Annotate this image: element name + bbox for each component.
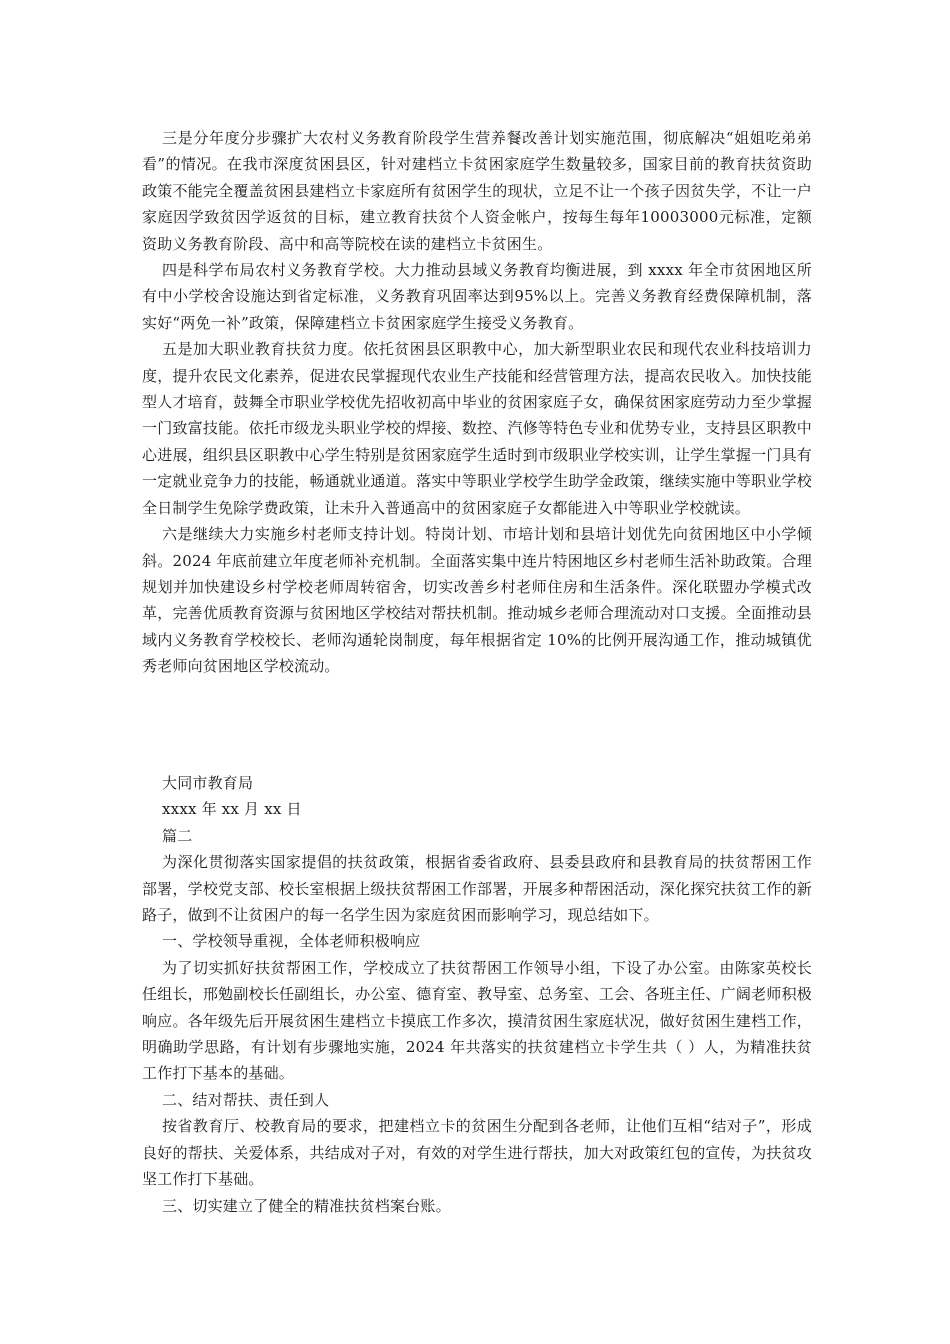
heading-pairing: 二、结对帮扶、责任到人 [162,1090,330,1109]
issuer-name: 大同市教育局 [162,774,254,792]
heading-leadership: 一、学校领导重视，全体老师积极响应 [162,932,421,951]
paragraph-nutrition-plan: 三是分年度分步骤扩大农村义务教育阶段学生营养餐改善计划实施范围，彻底解决“姐姐吃弟弟看”的情况。在我市深度贫困县区，针对建档立卡贫困家庭学生数量较多，国家目前的教育扶贫资助政策不能完全覆盖贫困县建档立卡家庭所有贫困学生的现状，立足不让一个孩子因贫失学，不让一户家庭因学致贫因学返贫的目标，建立教育扶贫个人资金帐户，按每生每年10003000元标准，定额资助义务教育阶段、高中和高等院校在读的建档立卡贫困生。 [142,129,812,253]
paragraph-introduction: 为深化贯彻落实国家提倡的扶贫政策，根据省委省政府、县委县政府和县教育局的扶贫帮困工作部署，学校党支部、校长室根据上级扶贫帮困工作部署，开展多种帮困活动，深化探究扶贫工作的新路子，做到不让贫困户的每一名学生因为家庭贫困而影响学习，现总结如下。 [142,853,812,925]
paragraph-pairing: 按省教育厅、校教育局的要求，把建档立卡的贫困生分配到各老师，让他们互相“结对子”，形成良好的帮扶、关爱体系，共结成对子对，有效的对学生进行帮扶，加大对政策红包的宣传，为扶贫攻坚工作打下基础。 [142,1117,812,1189]
part-heading: 篇二 [162,826,193,845]
paragraph-leadership: 为了切实抓好扶贫帮困工作，学校成立了扶贫帮困工作领导小组，下设了办公室。由陈家英校长任组长，邢勉副校长任副组长，办公室、德育室、教导室、总务室、工会、各班主任、广阔老师积极响应。各年级先后开展贫困生建档立卡摸底工作多次，摸清贫困生家庭状况，做好贫困生建档工作，明确助学思路，有计划有步骤地实施，2024 年共落实的扶贫建档立卡学生共（ ）人，为精准扶贫工作打下基本的基础。 [142,958,812,1083]
section-part-two [142,770,812,1219]
issue-date: xxxx 年 xx 月 xx 日 [162,800,302,819]
document-page [142,0,812,1344]
heading-archives: 三、切实建立了健全的精准扶贫档案台账。 [162,1196,451,1215]
paragraph-rural-schools: 四是科学布局农村义务教育学校。大力推动县域义务教育均衡进展，到 xxxx 年全市贫困地区所有中小学校舍设施达到省定标准，义务教育巩固率达到95%以上。完善义务教育经费保障机制，落实好“两免一补”政策，保障建档立卡贫困家庭学生接受义务教育。 [142,261,812,332]
paragraph-vocational-education: 五是加大职业教育扶贫力度。依托贫困县区职教中心，加大新型职业农民和现代农业科技培训力度，提升农民文化素养，促进农民掌握现代农业生产技能和经营管理方法，提高农民收入。加快技能型人才培育，鼓舞全市职业学校优先招收初高中毕业的贫困家庭子女，确保贫困家庭劳动力至少掌握一门致富技能。依托市级龙头职业学校的焊接、数控、汽修等特色专业和优势专业，支持县区职教中心进展，组织县区职教中心学生特别是贫困家庭学生适时到市级职业学校实训，让学生掌握一门具有一定就业竞争力的技能，畅通就业通道。落实中等职业学校学生助学金政策，继续实施中等职业学校全日制学生免除学费政策，让未升入普通高中的贫困家庭子女都能进入中等职业学校就读。 [142,340,812,517]
section-measures [142,125,812,680]
paragraph-teacher-support: 六是继续大力实施乡村老师支持计划。特岗计划、市培计划和县培计划优先向贫困地区中小学倾斜。2024 年底前建立年度老师补充机制。全面落实集中连片特困地区乡村老师生活补助政策。合理规划并加快建设乡村学校老师周转宿舍，切实改善乡村老师住房和生活条件。深化联盟办学模式改革，完善优质教育资源与贫困地区学校结对帮扶机制。推动城乡老师合理流动对口支援。全面推动县域内义务教育学校校长、老师沟通轮岗制度，每年根据省定 10%的比例开展沟通工作，推动城镇优秀老师向贫困地区学校流动。 [142,525,812,676]
